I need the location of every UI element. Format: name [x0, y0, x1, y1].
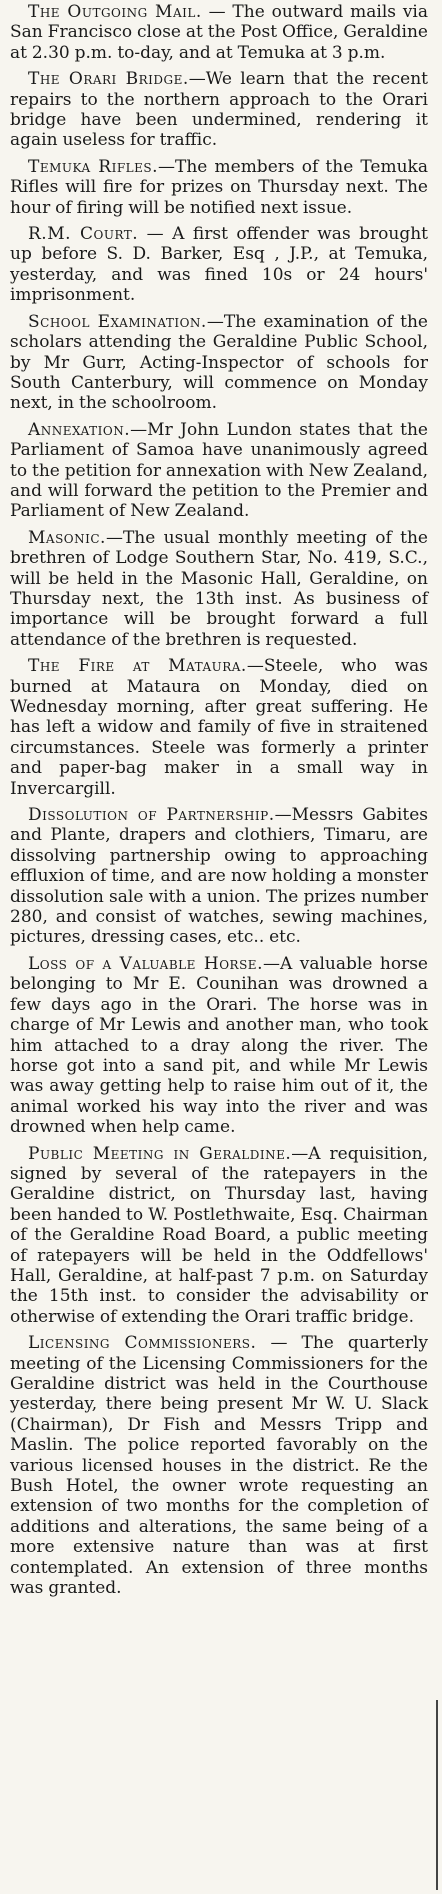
- body-text: —Steele, who was burned at Mataura on Monday, died on Wednesday morning, after great suffering. He has left a widow and family of five in straitened circumstances. Steele was formerly a printer and paper-bag maker in a small way in Invercargill.: [10, 656, 428, 799]
- news-item-dissolution-of-partnership: [10, 805, 428, 948]
- body-text: —A requisition, signed by several of the ratepayers in the Geraldine district, on Thursday last, having been handed to W. Postlethwaite, Esq. Chairman of the Geraldine Road Board, a public meeting of ratepayers will be held in the Oddfellows' Hall, Geraldine, at half-past 7 p.m. on Saturday the 15th inst. to consider the advisability or otherwise of extending the Orari traffic bridge.: [10, 1143, 428, 1327]
- news-item-school-examination: [10, 312, 428, 414]
- body-text: —The usual monthly meeting of the brethren of Lodge Southern Star, No. 419, S.C., will be held in the Masonic Hall, Geraldine, on Thursday next, the 13th inst. As business of importance will be brought forward a full attendance of the brethren is requested.: [10, 527, 428, 650]
- news-item-public-meeting: [10, 1144, 428, 1328]
- body-text: —Messrs Gabites and Plante, drapers and clothiers, Timaru, are dissolving partnership owing to approaching effluxion of time, and are now holding a monster dissolution sale with a union. The prizes number 280, and consist of watches, sewing machines, pictures, dressing cases, etc.. etc.: [10, 805, 428, 948]
- news-item-fire-at-mataura: [10, 656, 428, 799]
- body-text: —The examination of the scholars attending the Geraldine Public School, by Mr Gurr, Acting-Inspector of schools for South Canterbury, will commence on Monday next, in the schoolroom.: [10, 311, 428, 414]
- body-text: — A first offender was brought up before S. D. Barker, Esq , J.P., at Temuka, yesterday, and was fined 10s or 24 hours' imprisonment.: [10, 224, 428, 306]
- body-text: —The members of the Temuka Rifles will fire for prizes on Thursday next. The hour of firing will be notified next issue.: [10, 156, 428, 218]
- heading: Annexation.: [28, 419, 131, 440]
- body-text: — The outward mails via San Francisco close at the Post Office, Geraldine at 2.30 p.m. to-day, and at Temuka at 3 p.m.: [10, 2, 428, 63]
- heading: The Orari Bridge.: [28, 69, 189, 90]
- heading: Masonic.: [28, 527, 106, 548]
- adjacent-column-rule: [436, 1700, 438, 1890]
- news-item-masonic: [10, 528, 428, 650]
- heading: Loss of a Valuable Horse.: [28, 953, 263, 974]
- body-text: —Mr John Lundon states that the Parliament of Samoa have unanimously agreed to the petition for annexation with New Zealand, and will forward the petition to the Premier and Parliament of New Zealand.: [10, 419, 428, 522]
- news-item-annexation: [10, 420, 428, 522]
- news-item-licensing-commissioners: [10, 1333, 428, 1598]
- heading: The Fire at Mataura.: [28, 656, 247, 677]
- heading: R.M. Court.: [28, 224, 139, 245]
- heading: Temuka Rifles.: [28, 156, 159, 177]
- body-text: —We learn that the recent repairs to the northern approach to the Orari bridge have been undermined, rendering it again useless for traffic.: [10, 69, 428, 151]
- news-item-orari-bridge: [10, 69, 428, 151]
- news-item-loss-of-horse: [10, 954, 428, 1138]
- heading: Dissolution of Partnership.: [28, 805, 275, 826]
- news-item-temuka-rifles: [10, 157, 428, 218]
- news-item-outgoing-mail: [10, 2, 428, 63]
- heading: The Outgoing Mail.: [28, 2, 202, 22]
- heading: School Examination.: [28, 311, 207, 332]
- news-item-rm-court: [10, 224, 428, 306]
- body-text: —A valuable horse belonging to Mr E. Counihan was drowned a few days ago in the Orari. The horse was in charge of Mr Lewis and another man, who took him attached to a dray along the river. The horse got into a sand pit, and while Mr Lewis was away getting help to raise him out of it, the animal worked his way into the river and was drowned when help came.: [10, 953, 428, 1138]
- body-text: — The quarterly meeting of the Licensing Commissioners for the Geraldine district was held in the Courthouse yesterday, there being present Mr W. U. Slack (Chairman), Dr Fish and Messrs Tripp and Maslin. The police reported favorably on the various licensed houses in the district. Re the Bush Hotel, the owner wrote requesting an extension of two months for the completion of additions and alterations, the same being of a more extensive nature than was at first contemplated. An extension of three months was granted.: [10, 1333, 429, 1599]
- heading: Public Meeting in Geraldine.: [28, 1143, 292, 1164]
- heading: Licensing Commissioners.: [28, 1333, 257, 1354]
